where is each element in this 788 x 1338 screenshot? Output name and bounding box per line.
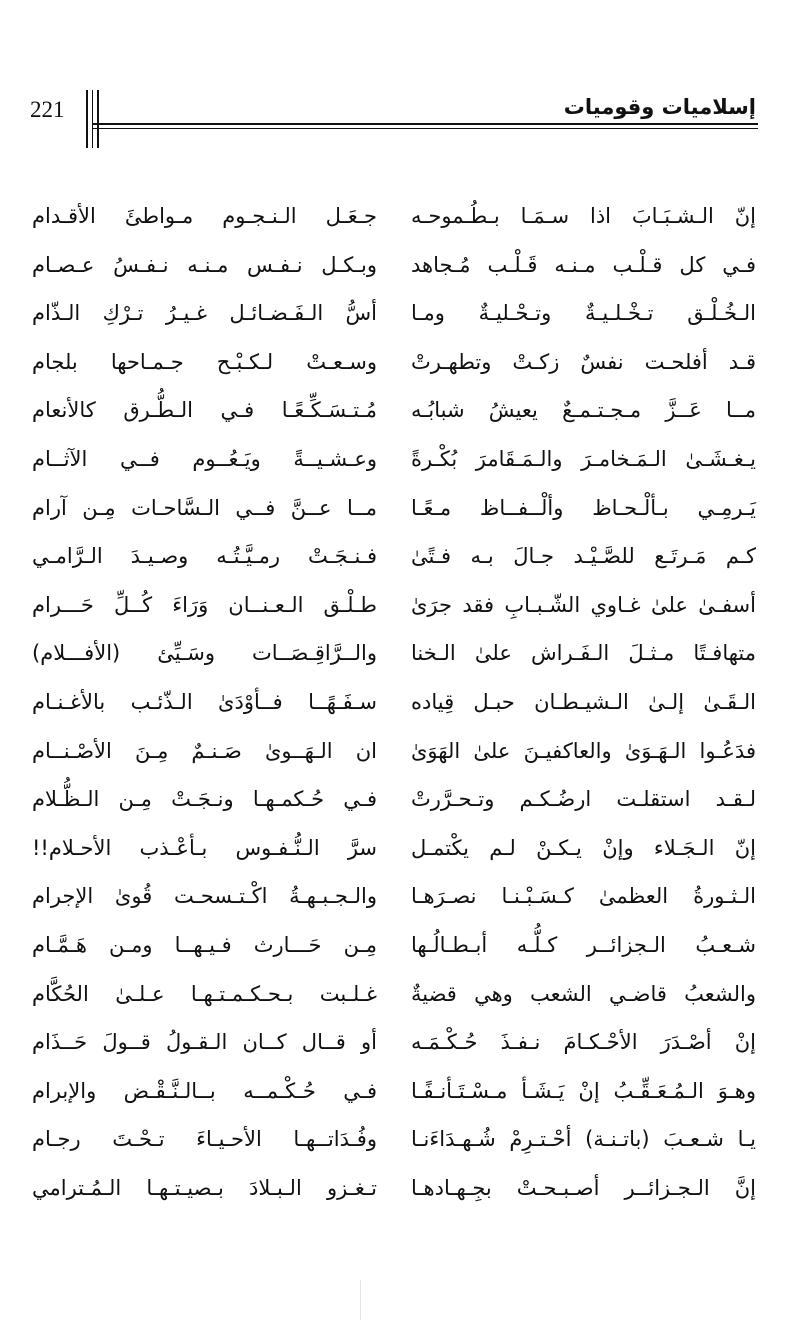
first-hemistich: كـم مَـرتَـع للصَّـيْـد جـالَ بـه فـتًىٰ [411,544,756,569]
scan-artifact [360,1280,361,1320]
first-hemistich: مــا عَــزَّ مـجـتـمـعٌ يعيشُ شبابُـه [411,398,756,423]
second-hemistich: فـي حُـكْـمــه بــالـنَّـقْـض والإبرام [32,1078,377,1103]
first-hemistich: الـخُـلْـق تـخْـلـيـةٌ وتـحْـليـةٌ ومـا [411,301,756,326]
second-hemistich: والــرَّاقِـصَــات وسَـيِّئ (الأفـــلام) [32,641,377,666]
second-hemistich: جـعَـل الـنـجـوم مـواطئَ الأقـدام [32,204,377,228]
first-hemistich: متهافـتًا مـثـلَ الـفَـراش علىٰ الـخنا [411,641,756,666]
second-hemistich: مــا عــنَّ فــي الـسَّاحـات مِـن آرام [32,495,377,520]
verse [32,1119,756,1168]
verse [32,974,756,1023]
verse [32,1022,756,1071]
first-hemistich: والشعبُ قاضـي الشعب وهي قضيةٌ [411,981,756,1006]
verse [32,1168,756,1217]
second-hemistich: وعـشـيــةً ويَـعُــوم فــي الآثــام [32,446,377,471]
verse [32,925,756,974]
verse [32,779,756,828]
first-hemistich: الـثـورةُ العظمىٰ كـسَـبْـنـا نصـرَهـا [411,884,756,909]
verse [32,731,756,780]
first-hemistich: لـقـد استقلـت ارضُـكـم وتـحـرَّرتْ [411,787,756,812]
page-header [0,0,788,140]
second-hemistich: غـلـبت بـحـكـمـتـهـا عـلـىٰ الحُكَّام [32,981,377,1006]
verse [32,293,756,342]
first-hemistich: فـي كل قـلْـب مـنـه قَـلْـب مُـجاهد [411,252,756,277]
second-hemistich: فـنـجَـتْ رمـيَّـتُـه وصـيـدَ الـرَّامـي [32,544,377,569]
first-hemistich: أسفـىٰ علىٰ غـاوي الشّـبـابِ فقد جرَىٰ [411,592,756,617]
first-hemistich: يـغـشَـىٰ الـمَـخامـرَ والـمَـقَامرَ بُكْـرةً [411,446,756,471]
verse [32,342,756,391]
verse [32,439,756,488]
second-hemistich: أسُّ الـفَـضـائـل غـيـرُ تـرْكِ الـذّام [32,301,377,326]
header-rule [92,123,758,125]
second-hemistich: سـفَـهًــا فــأوْدَىٰ الـذّئـب بالأغـنـام [32,689,377,714]
second-hemistich: مِـن حَـــارث فـيـهــا ومـن هَـمَّـام [32,932,377,957]
verse [32,390,756,439]
first-hemistich: يـا شـعـبَ (باتـنـة) أحْـتـرِمْ شُـهـدَاءَنـا [411,1127,756,1152]
header-vertical-rule [86,90,88,148]
second-hemistich: وسـعـتْ لـكـبْـح جـمـاحها بلجام [32,349,377,374]
second-hemistich: طـلْـق الـعـنــان وَرَاءَ كُــلِّ حَـــرام [32,592,377,617]
first-hemistich: إنّ الـجَـلاء وإنْ يـكـنْ لـم يكْتمـل [411,835,756,860]
header-rule [92,128,758,129]
first-hemistich: إنّ الـشـبَـابَ اذا سـمَـا بـطُـموحـه [411,204,756,228]
second-hemistich: سرَّ الـنُّـفـوس بـأعْـذب الأحـلام!! [32,835,377,860]
first-hemistich: الـقَـىٰ إلـىٰ الـشيـطـان حبـل قِياده [411,689,756,714]
second-hemistich: مُـتـسَـكِّـعًـا فـي الـطُّـرق كالأنعام [32,398,377,423]
first-hemistich: فدَعُـوا الـهَـوَىٰ والعاكفيـنَ علىٰ الهَوَىٰ [411,738,756,763]
verse [32,828,756,877]
second-hemistich: والـجـبـهـةُ اكْـتـسحـت قُوىٰ الإجرام [32,884,377,909]
page-number: 221 [30,97,65,122]
second-hemistich: ان الـهَــوىٰ صَـنـمٌ مِـنَ الأصْـنــام [32,738,377,763]
verse [32,633,756,682]
second-hemistich: وبـكـل نـفـس مـنـه نـفـسُ عـصـام [32,252,377,277]
first-hemistich: يَـرمِـي بـألْـحـاظ وألْــفــاظ مـعًـا [411,495,756,520]
verse [32,488,756,537]
running-title: إسلاميات وقوميات [563,95,756,119]
second-hemistich: وفُـدَاتــهـا الأحـيـاءَ تـحْـتَ رجـام [32,1127,377,1152]
second-hemistich: أو قــال كــان الـقـولُ قــولَ حَــذَام [32,1030,377,1055]
second-hemistich: فـي حُـكمـهـا ونـجَـتْ مِـن الـظُّـلام [32,787,377,812]
verse [32,1071,756,1120]
verse [32,876,756,925]
poem [32,196,756,1216]
second-hemistich: تـغـزو الـبـلادَ بـصيـتـهـا الـمُـترامي [32,1175,377,1200]
header-vertical-rule [97,90,99,148]
first-hemistich: وهـوَ الـمُـعَـقِّـبُ إنْ يَـشَـأ مـسْـتَـأنـفًـا [411,1078,756,1103]
verse [32,245,756,294]
first-hemistich: إنْ أصْـدَرَ الأحْـكـامَ نـفـذَ حُـكْـمَـه [411,1030,756,1055]
first-hemistich: إنَّ الـجـزائــر أصـبـحـتْ بجِـهـادهـا [411,1175,756,1200]
first-hemistich: قـد أفلحـت نفسٌ زكـتْ وتطهـرتْ [411,349,756,374]
first-hemistich: شـعـبُ الـجزائــر كـلُّـه أبـطـالُـها [411,932,756,957]
verse [32,682,756,731]
verse [32,536,756,585]
verse [32,585,756,634]
verse [32,196,756,245]
header-vertical-rule [92,90,93,148]
